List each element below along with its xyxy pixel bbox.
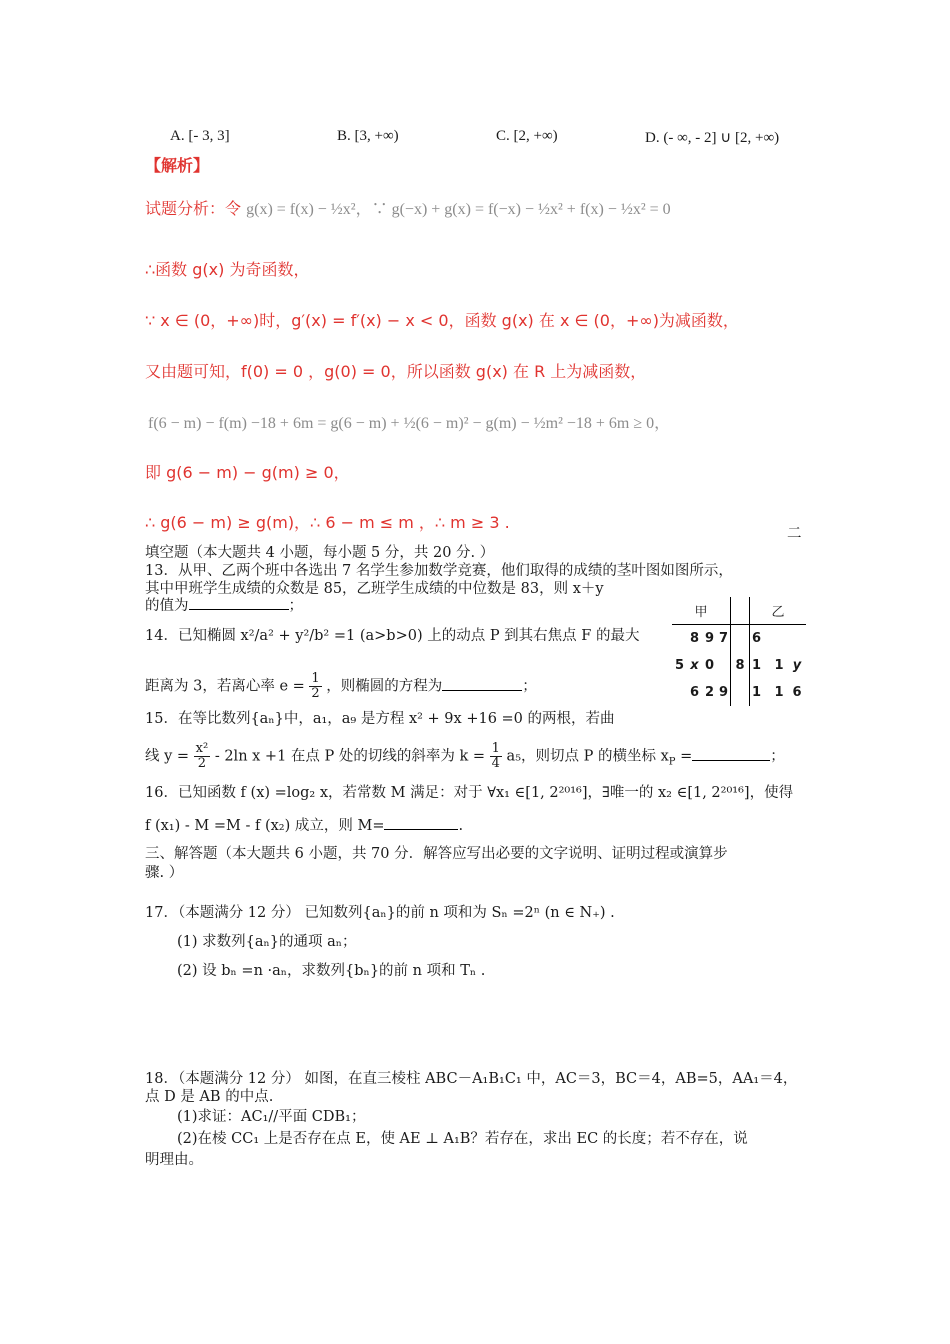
q18-line-2: 点 D 是 AB 的中点.: [145, 1089, 274, 1105]
stem-leaf-cell: [788, 625, 806, 653]
analysis-line-6: 即 g(6 − m) − g(m) ≥ 0，: [145, 463, 350, 482]
section-3-title-line-2: 骤. ）: [145, 865, 184, 881]
stem-leaf-row: [672, 679, 806, 706]
q13-line-1: 13．从甲、乙两个班中各选出 7 名学生参加数学竞赛，他们取得的成绩的茎叶图如图所示，: [145, 563, 733, 579]
stem-leaf-header-stem: [731, 597, 750, 625]
q14-line-2-text-a: 距离为 3，若离心率 e =: [145, 678, 305, 695]
q16-line-1: 16．已知函数 f (x) =log₂ x，若常数 M 满足：对于 ∀x₁ ∈[1, 2²⁰¹⁶]，∃唯一的 x₂ ∈[1, 2²⁰¹⁶]，使得: [145, 785, 794, 801]
analysis-line-1-math: g(x) = f(x) − ½x²，∵ g(−x) + g(x) = f(−x) − ½x² + f(x) − ½x² = 0: [246, 201, 671, 218]
stem-leaf-cell: [672, 679, 687, 706]
stem-leaf-cell: 6: [792, 685, 802, 700]
stem-leaf-table: [672, 597, 806, 706]
stem-leaf-cell: 5: [674, 658, 685, 673]
analysis-line-5: f(6 − m) − f(m) −18 + 6m = g(6 − m) + ½(6 − m)² − g(m) − ½m² −18 + 6m ≥ 0，: [148, 415, 671, 432]
q18-line-3: (1)求证：AC₁//平面 CDB₁；: [177, 1109, 366, 1125]
stem-leaf-cell: 0: [704, 658, 715, 673]
q13-line-2: 其中甲班学生成绩的众数是 85，乙班学生成绩的中位数是 83，则 x＋y: [145, 581, 604, 597]
stem-leaf-cell: 8: [689, 631, 700, 646]
analysis-line-3: ∵ x ∈ (0，+∞)时，g′(x) = f′(x) − x < 0，函数 g(x) 在 x ∈ (0，+∞)为减函数，: [145, 311, 739, 330]
stem-leaf-stem: [731, 679, 750, 706]
analysis-line-4: 又由题可知，f(0) = 0 ，g(0) = 0，所以函数 g(x) 在 R 上为减函数，: [145, 362, 647, 381]
stem-leaf-cell: 6: [752, 631, 762, 646]
q15-answer-blank[interactable]: [692, 746, 770, 761]
q15-line-2-text-b: - 2ln x +1 在点 P 处的切线的斜率为 k =: [214, 748, 486, 765]
analysis-line-7: ∴ g(6 − m) ≥ g(m)，∴ 6 − m ≤ m ，∴ m ≥ 3 .: [145, 513, 510, 532]
q16-line-2-text: f (x₁) - M =M - f (x₂) 成立，则 M=: [145, 818, 385, 834]
stem-leaf-cell: 9: [718, 685, 729, 700]
option-d: D. (- ∞, - 2] ∪ [2, +∞): [645, 130, 780, 146]
analysis-line-1-label: 试题分析：令: [145, 199, 242, 218]
option-a: A. [- 3, 3]: [170, 128, 230, 144]
section-3-title-line-1: 三、解答题（本大题共 6 小题，共 70 分．解答应写出必要的文字说明、证明过程或演算步: [145, 846, 728, 862]
stem-leaf-cell: 2: [704, 685, 715, 700]
stem-leaf-header: [672, 597, 806, 625]
q15-fraction-quarter: $\frac{1}{4}$: [491, 741, 500, 771]
analysis-line-2: ∴函数 g(x) 为奇函数，: [145, 260, 310, 279]
q18-line-5: 明理由。: [145, 1152, 203, 1168]
stem-leaf-cell: 6: [689, 685, 700, 700]
q13-line-3-text: 的值为: [145, 598, 189, 614]
q16-line-2: f (x₁) - M =M - f (x₂) 成立，则 M= .: [145, 814, 463, 835]
q17-line-3: (2) 设 bₙ =n ·aₙ，求数列{bₙ}的前 n 项和 Tₙ .: [177, 963, 486, 979]
stem-leaf-row: [672, 652, 806, 679]
stem-leaf-cell: 1: [752, 658, 762, 673]
section-2-title: 填空题（本大题共 4 小题，每小题 5 分，共 20 分. ）: [145, 545, 495, 561]
q14-line-1: 14．已知椭圆 x²/a² + y²/b² =1 (a>b>0) 上的动点 P 到其右焦点 F 的最大: [145, 628, 640, 644]
stem-leaf-stem: [731, 625, 750, 653]
q18-line-1: 18．（本题满分 12 分） 如图，在直三棱柱 ABC－A₁B₁C₁ 中，AC＝3，BC＝4，AB=5，AA₁＝4，: [145, 1071, 798, 1087]
stem-leaf-cell: 1: [774, 658, 784, 673]
q14-answer-blank[interactable]: [442, 676, 522, 691]
stem-leaf-header-right: 乙: [750, 597, 807, 625]
section-2-number: 二: [787, 526, 802, 542]
q16-answer-blank[interactable]: [384, 815, 458, 830]
q15-line-2-text-a: 线 y =: [145, 748, 190, 765]
q14-fraction: $\frac{1}{2}$: [311, 671, 320, 701]
stem-leaf-cell: [717, 652, 731, 679]
stem-leaf-cell: 9: [704, 631, 715, 646]
q14-line-2-text-b: ，则椭圆的方程为: [326, 678, 443, 695]
analysis-heading: 【解析】: [145, 156, 210, 175]
stem-leaf-header-left: 甲: [672, 597, 731, 625]
q15-line-2: 线 y = $\frac{\text{x²}}{2}$ - 2ln x +1 在点 P 处的切线的斜率为 k = $\frac{1}{4}$ a₅，则切点 P 的横坐标 $x_P$ = ；: [145, 741, 785, 771]
option-c: C. [2, +∞): [496, 128, 558, 144]
stem-leaf-cell: 1: [774, 685, 784, 700]
stem-leaf-cell: 1: [752, 685, 762, 700]
stem-leaf-row: [672, 625, 806, 653]
stem-leaf-stem: 8: [731, 652, 750, 679]
analysis-line-1: [145, 196, 671, 219]
q15-line-2-text-c: a₅，则切点 P 的横坐标 x: [506, 748, 669, 765]
stem-leaf-cell: x: [690, 658, 699, 673]
option-b: B. [3, +∞): [337, 128, 399, 144]
q14-line-2: 距离为 3，若离心率 e = $\frac{1}{2}$ ，则椭圆的方程为 ；: [145, 671, 537, 701]
q18-line-4: (2)在棱 CC₁ 上是否存在点 E，使 AE ⊥ A₁B？若存在，求出 EC 的长度；若不存在，说: [177, 1131, 748, 1147]
stem-leaf-cell: [672, 625, 687, 653]
q13-answer-blank[interactable]: [189, 595, 289, 610]
stem-leaf-cell: y: [792, 658, 802, 673]
stem-leaf-cell: [770, 625, 788, 653]
q13-line-3: 的值为 ；: [145, 594, 303, 615]
q17-line-1: 17．（本题满分 12 分） 已知数列{aₙ}的前 n 项和为 Sₙ =2ⁿ (n ∈ N₊) .: [145, 905, 615, 921]
q17-line-2: (1) 求数列{aₙ}的通项 aₙ；: [177, 934, 357, 950]
q15-line-2-text-d: =: [675, 748, 693, 765]
stem-leaf-cell: 7: [718, 631, 729, 646]
q15-fraction-x2: $\frac{\text{x²}}{2}$: [195, 741, 209, 771]
q15-line-1: 15．在等比数列{aₙ}中，a₁，a₉ 是方程 x² + 9x +16 =0 的两根，若曲: [145, 711, 615, 727]
